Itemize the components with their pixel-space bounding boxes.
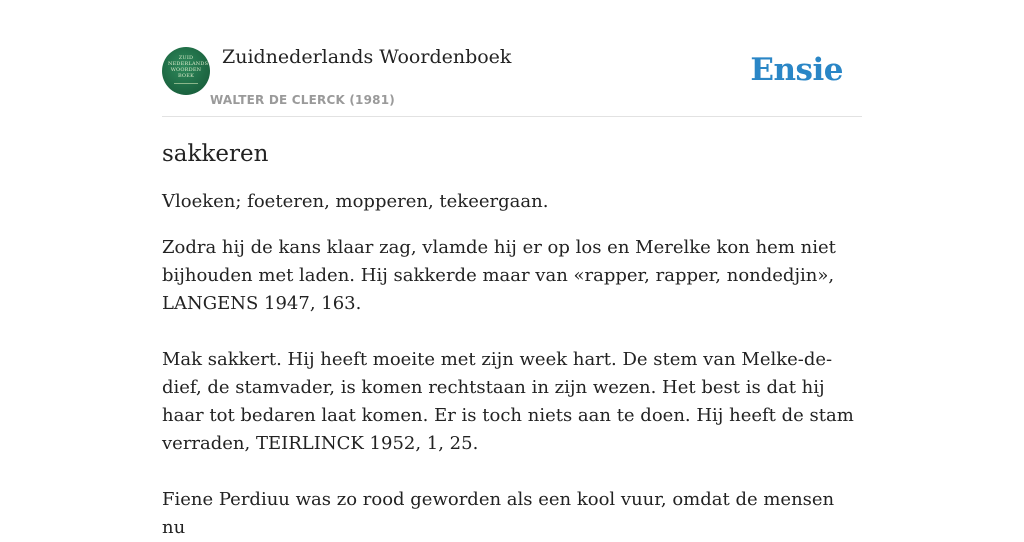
logo-line: WOORDEN — [170, 67, 202, 73]
quote-citation: Fiene Perdiuu was zo rood geworden als een kool vuur, omdat de mensen nu — [162, 489, 835, 538]
book-cover-lettering — [168, 55, 209, 79]
book-cover-icon[interactable] — [162, 47, 210, 95]
dictionary-entry — [162, 138, 862, 542]
logo-line: ZUID — [178, 55, 194, 61]
quote-citation: Zodra hij de kans klaar zag, vlamde hij er op los en Merelke kon hem niet bijhouden met laden. Hij sakkerde maar van «rapper, rapper, nondedjin», LANGENS 1947, 163. — [162, 237, 836, 314]
book-cover-rule — [174, 83, 198, 84]
source-title-link[interactable]: Zuidnederlands Woordenboek — [222, 46, 512, 68]
ensie-logo-link[interactable]: Ensie — [750, 52, 843, 88]
source-author: WALTER DE CLERCK (1981) — [210, 93, 395, 107]
logo-line: BOEK — [177, 73, 195, 79]
logo-line: NEDERLANDS — [168, 61, 209, 67]
headword: sakkeren — [162, 141, 269, 167]
definition: Vloeken; foeteren, mopperen, tekeergaan. — [162, 191, 549, 212]
quote-citation: Mak sakkert. Hij heeft moeite met zijn week hart. De stem van Melke-de-dief, de stamvader, is komen rechtstaan in zijn wezen. Het best is dat hij haar tot bedaren laat komen. Er is toch niets aan te doen. Hij heeft de stam verraden, TEIRLINCK 1952, 1, 25. — [162, 349, 854, 454]
source-header — [162, 46, 862, 117]
